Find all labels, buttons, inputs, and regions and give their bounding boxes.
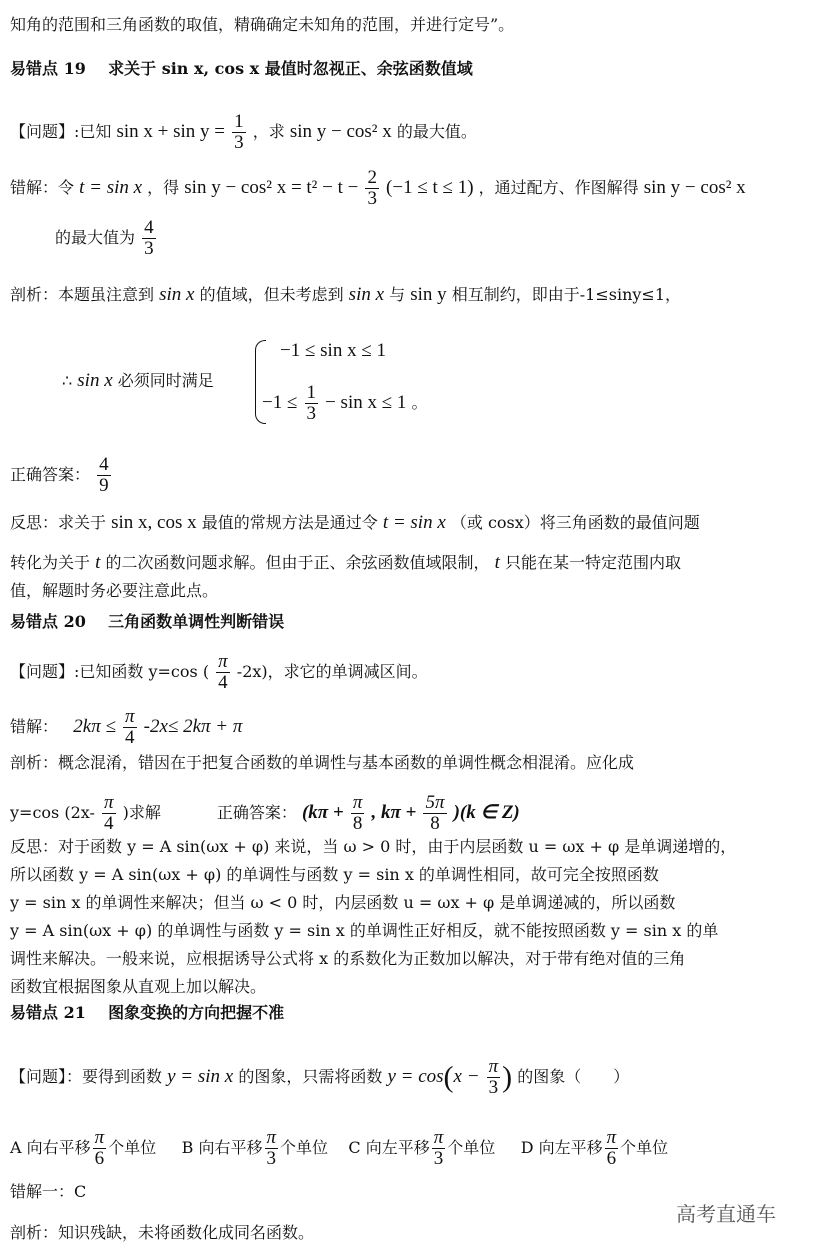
analysis-19 <box>10 284 681 306</box>
reflection-20-line: 反思：对于函数 y = A sin(ωx + φ) 来说，当 ω > 0 时，由于内层函数 u = ωx + φ 是单调递增的， <box>10 837 737 856</box>
option-label: D 向左平移 <box>520 1138 603 1157</box>
option-a[interactable] <box>10 1127 157 1169</box>
option-text: 个单位 <box>620 1138 669 1157</box>
math-expr: 2kπ ≤ <box>73 716 116 737</box>
problem-20 <box>10 652 428 693</box>
denominator: 4 <box>218 672 228 693</box>
reflection-19-line3: 值，解题时务必要注意此点。 <box>10 581 219 600</box>
option-d[interactable] <box>520 1127 669 1169</box>
denominator: 6 <box>94 1148 105 1169</box>
denominator: 9 <box>99 475 109 496</box>
wrong-solution-19 <box>10 168 746 209</box>
inequality-2 <box>262 383 428 424</box>
denominator: 3 <box>433 1148 444 1169</box>
section-heading-19 <box>10 58 473 80</box>
fraction <box>123 707 137 748</box>
numerator: π <box>352 792 363 813</box>
text: -2x)，求它的单调减区间。 <box>236 662 428 681</box>
answer-label: 正确答案： <box>216 803 297 822</box>
reflection-20-line: 所以函数 y = A sin(ωx + φ) 的单调性与函数 y = sin x 的单调性相同，故可完全按照函数 <box>10 865 659 884</box>
numerator: 4 <box>144 217 154 238</box>
text: ，求 <box>252 122 285 141</box>
text: 只能在某一特定范围内取 <box>504 553 681 572</box>
fraction <box>605 1128 619 1169</box>
text: 错解： <box>10 717 59 736</box>
denominator: 3 <box>367 188 377 209</box>
math-expr: x − <box>453 1066 480 1087</box>
option-text: 个单位 <box>447 1138 496 1157</box>
math-expr: sin y − cos² x = t² − t − <box>184 177 359 198</box>
text: 转化为关于 <box>10 553 91 572</box>
numerator: π <box>606 1127 617 1148</box>
text: 错解：令 <box>10 178 75 197</box>
text: （或 cosx）将三角函数的最值问题 <box>450 513 700 532</box>
heading-label: 易错点 19 <box>10 59 86 78</box>
denominator: 3 <box>234 132 244 153</box>
math-expr: sin y − cos² x <box>643 177 746 198</box>
text: 相互制约，即由于-1≤siny≤1， <box>451 285 682 304</box>
text: 的图象，只需将函数 <box>238 1067 383 1086</box>
wrong-solution-21: 错解一：C <box>10 1182 87 1201</box>
text-line: 知角的范围和三角函数的取值，精确确定未知角的范围，并进行定号”。 <box>10 15 515 34</box>
math-expr: t = sin x <box>382 512 446 533</box>
problem-19 <box>10 112 477 153</box>
text: 反思：求关于 <box>10 513 107 532</box>
fraction <box>351 793 365 834</box>
heading-title: 三角函数单调性判断错误 <box>108 612 285 631</box>
heading-label: 易错点 21 <box>10 1003 86 1022</box>
wrong-solution-19-cont <box>55 218 158 259</box>
reflection-19-line2 <box>10 552 681 574</box>
inequality-1: −1 ≤ sin x ≤ 1 <box>280 340 386 361</box>
text: )求解 <box>122 803 161 822</box>
fraction <box>93 1128 107 1169</box>
analysis-21: 剖析：知识残缺，未将函数化成同名函数。 <box>10 1223 315 1242</box>
denominator: 4 <box>125 727 135 748</box>
denominator: 6 <box>606 1148 617 1169</box>
option-label: B 向右平移 <box>181 1138 263 1157</box>
heading-title: 求关于 sin x, cos x 最值时忽视正、余弦函数值域 <box>108 59 473 78</box>
numerator: π <box>218 651 228 672</box>
numerator: π <box>433 1127 444 1148</box>
section-heading-21 <box>10 1002 284 1024</box>
numerator: π <box>104 792 114 813</box>
math-expr: (−1 ≤ t ≤ 1) <box>386 177 474 198</box>
denominator: 8 <box>352 813 363 834</box>
heading-label: 易错点 20 <box>10 612 86 631</box>
text: 最值的常规方法是通过令 <box>201 513 378 532</box>
denominator: 3 <box>266 1148 277 1169</box>
heading-title: 图象变换的方向把握不准 <box>108 1003 285 1022</box>
math-expr: t = sin x <box>79 177 143 198</box>
numerator: 2 <box>367 167 377 188</box>
text: 与 <box>389 285 406 304</box>
option-c[interactable] <box>348 1127 496 1169</box>
text: 的二次函数问题求解。但由于正、余弦函数值域限制， <box>105 553 490 572</box>
fraction <box>432 1128 446 1169</box>
denominator: 3 <box>306 403 316 424</box>
left-paren: ( <box>443 1060 454 1094</box>
math-expr: − sin x ≤ 1 <box>325 392 407 413</box>
math-expr: t <box>494 552 500 573</box>
reflection-19-line1 <box>10 512 700 534</box>
option-label: A 向右平移 <box>10 1138 91 1157</box>
denominator: 8 <box>430 813 440 834</box>
math-expr: sin y − cos² x <box>289 121 392 142</box>
math-expr: sin x + sin y = <box>116 121 226 142</box>
fraction <box>102 793 116 834</box>
options-row <box>10 1128 668 1169</box>
option-label: C 向左平移 <box>348 1138 430 1157</box>
reflection-20-line: 调性来解决。一般来说，应根据诱导公式将 x 的系数化为正数加以解决，对于带有绝对值的三角 <box>10 949 686 968</box>
fraction <box>305 383 319 424</box>
text: 。 <box>411 393 428 412</box>
math-expr: sin y <box>410 284 447 305</box>
fraction <box>142 218 156 259</box>
therefore-symbol: ∴ <box>62 371 73 390</box>
math-expr: sin x <box>348 284 385 305</box>
numerator: π <box>488 1056 499 1077</box>
fraction <box>216 652 230 693</box>
system-intro <box>62 370 214 392</box>
problem-21 <box>10 1057 629 1098</box>
numerator: 1 <box>234 111 244 132</box>
numerator: 5π <box>425 792 445 813</box>
answer-label: 正确答案： <box>10 465 91 484</box>
reflection-20-line: y = sin x 的单调性来解决；但当 ω < 0 时，内层函数 u = ωx + φ 是单调递减的，所以函数 <box>10 893 676 912</box>
math-expr: sin x <box>159 284 195 305</box>
text: 【问题】:已知函数 y=cos ( <box>10 662 210 681</box>
numerator: π <box>266 1127 277 1148</box>
watermark: 高考直通车 <box>676 1202 776 1226</box>
text: ，通过配方、作图解得 <box>478 178 639 197</box>
text: y=cos (2x- <box>10 803 95 822</box>
analysis-20-line1: 剖析：概念混淆，错因在于把复合函数的单调性与基本函数的单调性概念相混淆。应化成 <box>10 753 635 772</box>
text: 的最大值为 <box>55 228 136 247</box>
math-expr: t <box>95 552 101 573</box>
numerator: π <box>94 1127 105 1148</box>
denominator: 3 <box>144 238 154 259</box>
problem-label: 【问题】:已知 <box>10 122 112 141</box>
text: ，得 <box>147 178 180 197</box>
math-expr: , kπ + <box>371 802 417 823</box>
math-expr: -2x≤ 2kπ + π <box>143 716 243 737</box>
text: 的值域，但未考虑到 <box>199 285 344 304</box>
math-expr: y = sin x <box>167 1066 234 1087</box>
numerator: 4 <box>99 454 109 475</box>
denominator: 3 <box>488 1077 499 1098</box>
option-b[interactable] <box>181 1127 329 1169</box>
numerator: π <box>125 706 135 727</box>
math-expr: sin x <box>77 370 113 391</box>
math-expr: −1 ≤ <box>262 392 298 413</box>
text: 【问题】：要得到函数 <box>10 1067 163 1086</box>
fraction <box>265 1128 279 1169</box>
fraction <box>487 1057 501 1098</box>
text: 的图象（ ） <box>517 1067 630 1086</box>
fraction <box>97 455 111 496</box>
text: 必须同时满足 <box>117 371 214 390</box>
fraction <box>423 793 446 834</box>
option-text: 个单位 <box>280 1138 329 1157</box>
math-expr: sin x, cos x <box>111 512 197 533</box>
math-expr: (kπ + <box>301 802 344 823</box>
numerator: 1 <box>306 382 316 403</box>
reflection-20-line: 函数宜根据图象从直观上加以解决。 <box>10 977 267 996</box>
answer-19 <box>10 455 113 496</box>
math-expr: )(k ∈ Z) <box>453 802 520 823</box>
fraction <box>365 168 379 209</box>
fraction <box>232 112 246 153</box>
right-paren: ) <box>502 1060 513 1094</box>
analysis-20-line2 <box>10 793 520 834</box>
reflection-20-line: y = A sin(ωx + φ) 的单调性与函数 y = sin x 的单调性正好相反，就不能按照函数 y = sin x 的单 <box>10 921 719 940</box>
denominator: 4 <box>104 813 114 834</box>
text: 的最大值。 <box>396 122 477 141</box>
wrong-solution-20 <box>10 707 242 748</box>
option-text: 个单位 <box>108 1138 157 1157</box>
section-heading-20 <box>10 611 284 633</box>
math-expr: y = cos <box>387 1066 444 1087</box>
text: 剖析：本题虽注意到 <box>10 285 155 304</box>
